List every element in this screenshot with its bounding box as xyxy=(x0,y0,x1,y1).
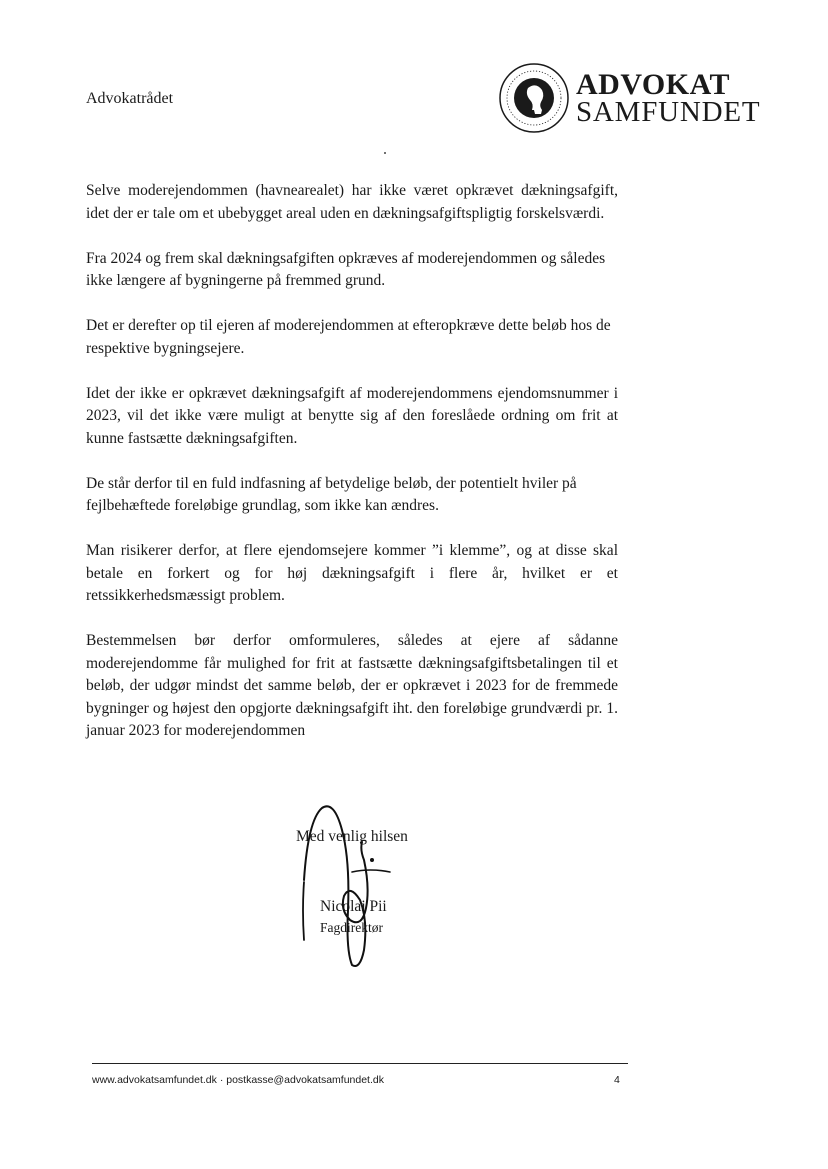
paragraph: Man risikerer derfor, at flere ejendomsejere kommer ”i klemme”, og at disse skal betale en forkert og for høj dækningsafgift i flere år, hvilket er et retssikkerhedsmæssigt problem. xyxy=(86,542,618,604)
paragraph: Selve moderejendommen (havnearealet) har ikke været opkrævet dækningsafgift, idet der er tale om et ubebygget areal uden en dækningsafgiftspligtig forskelsværdi. xyxy=(86,182,618,222)
paragraph: Idet der ikke er opkrævet dækningsafgift af moderejendommens ejendomsnummer i 2023, vil det ikke være muligt at benytte sig af den foreslåede ordning om frit at kunne fastsætte dækningsafgiften. xyxy=(86,384,618,447)
footer-divider xyxy=(92,1063,628,1064)
logo-word-samfundet: SAMFUNDET xyxy=(576,96,761,128)
advokatsamfundet-logo xyxy=(496,62,776,134)
page-number: 4 xyxy=(614,1074,620,1086)
footer-contact: www.advokatsamfundet.dk · postkasse@advokatsamfundet.dk xyxy=(92,1074,384,1086)
stray-mark xyxy=(384,152,386,154)
paragraph: Det er derefter op til ejeren af moderejendommen at efteropkræve dette beløb hos de respektive bygningsejere. xyxy=(86,317,611,357)
paragraph: Bestemmelsen bør derfor omformuleres, således at ejere af sådanne moderejendomme får mulighed for frit at fastsætte dækningsafgiftsbetalingen til et beløb, der udgør mindst det samme beløb, der er opkrævet i 2023 for de fremmede bygninger og højest den opgjorte dækningsafgift iht. den foreløbige grundværdi pr. 1. januar 2023 for moderejendommen xyxy=(86,632,618,739)
logo-word-advokat: ADVOKAT xyxy=(576,68,731,101)
paragraph: De står derfor til en fuld indfasning af betydelige beløb, der potentielt hviler på fejlbehæftede foreløbige grundlag, som ikke kan ændres. xyxy=(86,474,577,514)
paragraph: Fra 2024 og frem skal dækningsafgiften opkræves af moderejendommen og således ikke længere af bygningerne på fremmed grund. xyxy=(86,249,606,289)
signatory-name: Nicolai Pii xyxy=(320,898,387,915)
closing-greeting: Med venlig hilsen xyxy=(296,828,408,845)
organization-name: Advokatrådet xyxy=(86,90,174,107)
handwritten-signature xyxy=(290,800,420,970)
signatory-title: Fagdirektør xyxy=(320,920,383,935)
letter-body xyxy=(86,180,618,765)
seal-icon xyxy=(498,62,570,134)
